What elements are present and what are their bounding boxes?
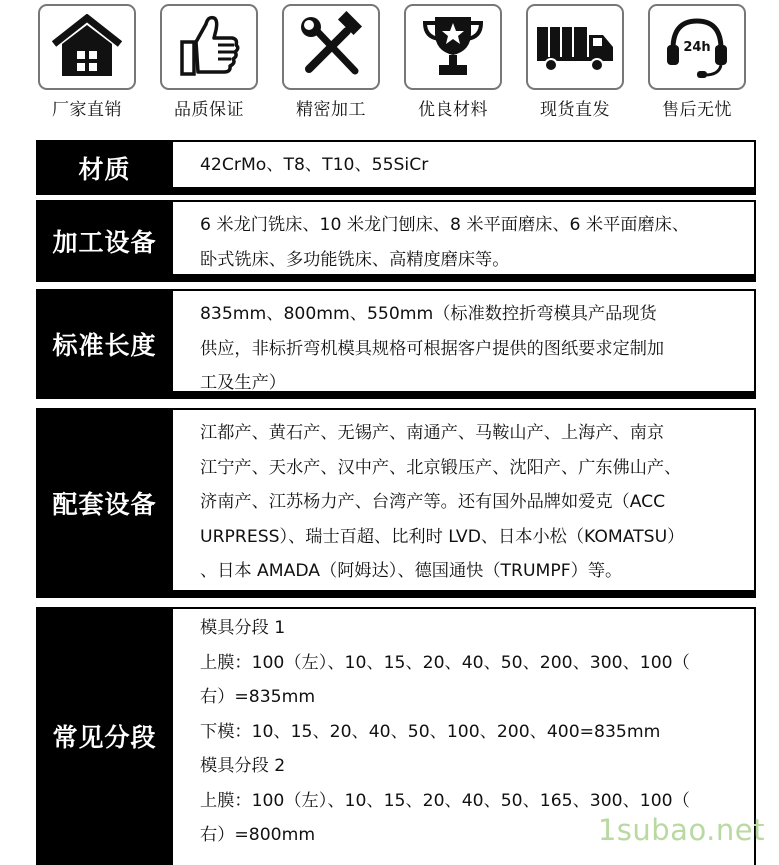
content-line: 模具分段 1 — [200, 618, 286, 638]
headset-24h-icon — [648, 4, 746, 90]
row-content — [173, 291, 754, 391]
spec-row-material — [36, 140, 756, 195]
thumbs-up-icon — [160, 4, 258, 90]
content-line: 模具分段 2 — [200, 756, 286, 776]
row-label: 加工设备 — [52, 228, 157, 257]
feature-precision-machining — [279, 4, 383, 120]
content-line: 右）=835mm — [200, 687, 316, 707]
feature-factory-direct — [35, 4, 139, 120]
feature-label: 精密加工 — [296, 100, 366, 120]
content-line: 工及生产） — [200, 373, 286, 391]
truck-icon — [526, 4, 624, 90]
feature-label: 售后无忧 — [662, 100, 732, 120]
row-label: 标准长度 — [52, 331, 157, 360]
feature-quality-guarantee — [157, 4, 261, 120]
wrench-hammer-icon — [282, 4, 380, 90]
feature-label: 现货直发 — [540, 100, 610, 120]
content-line: 济南产、江苏杨力产、台湾产等。还有国外品牌如爱克（ACC — [200, 492, 666, 512]
headset-24h-badge: 24h — [683, 40, 711, 55]
spec-row-matching-equipment — [36, 408, 756, 598]
content-line: 上膜：100（左）、10、15、20、40、50、200、300、100（ — [200, 652, 690, 673]
feature-stock-shipping — [523, 4, 627, 120]
feature-label: 优良材料 — [418, 100, 488, 120]
row-label: 材质 — [78, 154, 131, 184]
site-watermark: 1subao.net — [597, 813, 765, 847]
row-label: 配套设备 — [52, 490, 157, 519]
content-line: 下模：10、15、20、40、50、100、200、400=835mm — [200, 721, 661, 742]
row-label: 常见分段 — [52, 723, 157, 752]
content-line: 供应，非标折弯机模具规格可根据客户提供的图纸要求定制加 — [200, 338, 665, 359]
feature-after-sales — [645, 4, 749, 120]
content-line: 42CrMo、T8、T10、55SiCr — [200, 155, 429, 175]
content-line: 上膜：100（左）、10、15、20、40、50、165、300、100（ — [200, 790, 690, 811]
row-content — [173, 142, 754, 187]
content-line: 卧式铣床、多功能铣床、高精度磨床等。 — [200, 249, 510, 270]
content-line: 江都产、黄石产、无锡产、南通产、马鞍山产、上海产、南京 — [200, 423, 665, 443]
feature-icons-bar — [0, 0, 779, 130]
spec-row-standard-length — [36, 289, 756, 399]
content-line: 、日本 AMADA（阿姆达）、德国通快（TRUMPF）等。 — [200, 561, 623, 581]
spec-row-equipment — [36, 200, 756, 282]
content-line: 右）=800mm — [200, 825, 316, 845]
content-line: URPRESS）、瑞士百超、比利时 LVD、日本小松（KOMATSU） — [200, 526, 685, 547]
row-content — [173, 202, 754, 274]
trophy-star-icon — [404, 4, 502, 90]
content-line: 江宁产、天水产、汉中产、北京锻压产、沈阳产、广东佛山产、 — [200, 457, 682, 478]
factory-house-icon — [38, 4, 136, 90]
feature-label: 厂家直销 — [52, 100, 122, 120]
content-line: 6 米龙门铣床、10 米龙门刨床、8 米平面磨床、6 米平面磨床、 — [200, 215, 690, 235]
row-content — [173, 410, 754, 590]
content-line: 835mm、800mm、550mm（标准数控折弯模具产品现货 — [200, 304, 657, 324]
feature-quality-material — [401, 4, 505, 120]
feature-label: 品质保证 — [174, 100, 244, 120]
